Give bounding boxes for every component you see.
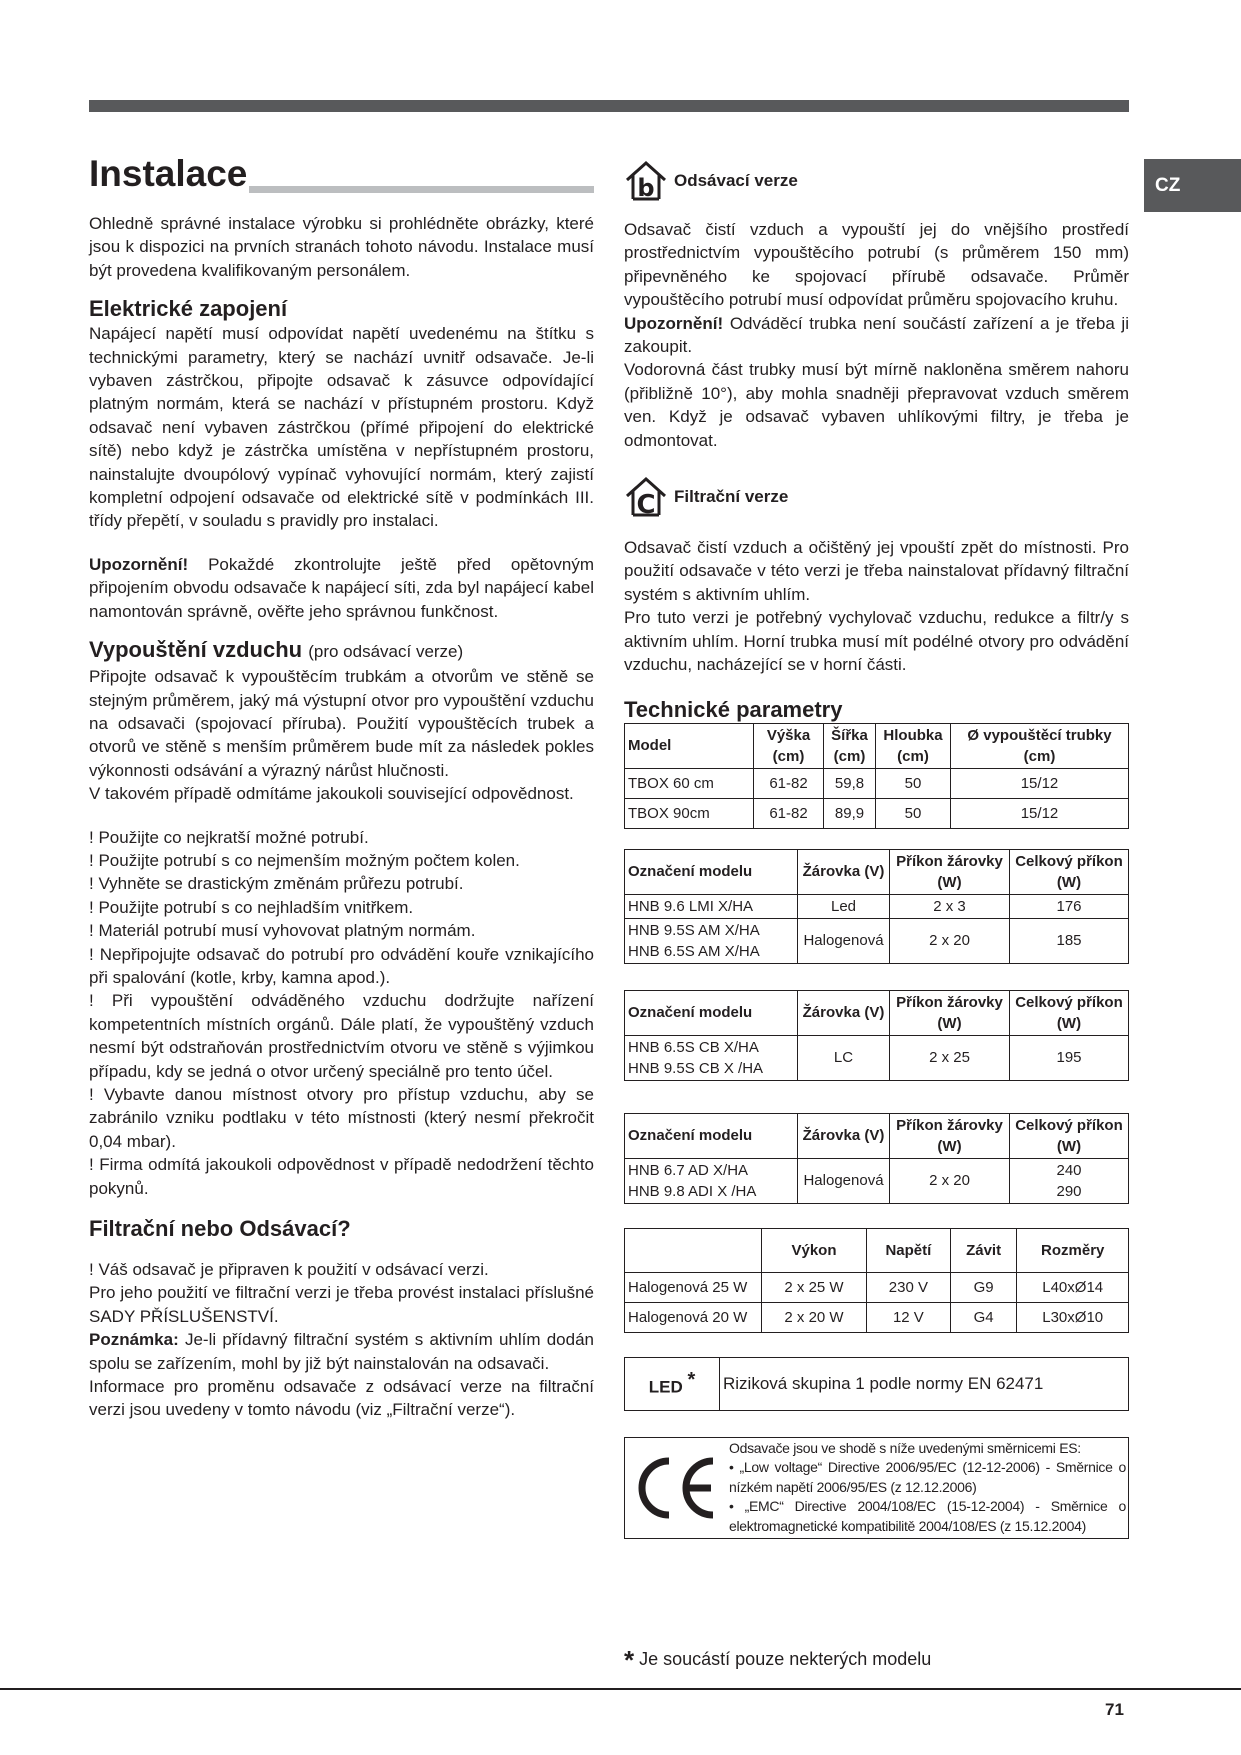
table-cell: 50 xyxy=(876,768,951,798)
technical-heading: Technické parametry xyxy=(624,696,843,722)
table-header: Příkon žárovky (W) xyxy=(890,990,1010,1035)
table-header: Hloubka (cm) xyxy=(876,723,951,768)
table-cell: Led xyxy=(798,894,890,918)
table-cell: 15/12 xyxy=(951,798,1129,828)
exhaust-warning-text: Odváděcí trubka není součástí zařízení a je třeba ji zakoupit. xyxy=(624,313,1129,357)
rule-item: ! Použijte co nejkratší možné potrubí. xyxy=(89,827,369,847)
exhaust-version-icon xyxy=(624,159,668,203)
filter-or-exhaust-heading: Filtrační nebo Odsávací? xyxy=(89,1216,351,1242)
table-cell: 2 x 25 xyxy=(890,1035,1010,1080)
table-row xyxy=(625,918,1129,963)
table-header: Žárovka (V) xyxy=(798,849,890,894)
filter-version-heading: C Filtrační verze xyxy=(624,474,1129,520)
table-row xyxy=(625,894,1129,918)
exhaust-version-heading: b Odsávací verze xyxy=(624,158,1129,204)
table-row xyxy=(625,1272,1129,1302)
table-cell: HNB 6.7 AD X/HA HNB 9.8 ADI X /HA xyxy=(625,1158,798,1203)
ce-conformity-box xyxy=(624,1437,1129,1539)
note-text: Je-li přídavný filtrační systém s aktivním uhlím dodán spolu se zařízením, mohl by již být nainstalován na odsavači. xyxy=(89,1330,594,1373)
table-header: Označení modelu xyxy=(625,1113,798,1158)
table-cell: TBOX 90cm xyxy=(625,798,754,828)
rule-item: ! Vybavte danou místnost otvory pro přístup vzduchu, aby se zabránilo vzniku podtlaku v této místnosti (který nesmí překročit 0,04 mbar). xyxy=(89,1085,594,1151)
rule-item: ! Při vypouštění odváděného vzduchu dodržujte nařízení kompetentních místních orgánů. Dále platí, že vypouštěný vzduch nesmí být odstraňován prostřednictvím otvoru ve stěně s výjimkou případu, kdy se jedná o otvor určený speciálně pro tento účel. xyxy=(89,991,594,1081)
table-header-row xyxy=(625,990,1129,1035)
table-cell: 2 x 20 W xyxy=(762,1302,867,1332)
table-header: Celkový příkon (W) xyxy=(1010,990,1129,1035)
table-cell: 89,9 xyxy=(824,798,876,828)
table-cell: 195 xyxy=(1010,1035,1129,1080)
venting-heading: Vypouštění vzduchu (pro odsávací verze) xyxy=(89,637,464,663)
note-label: Poznámka: xyxy=(89,1330,179,1350)
note-paragraph xyxy=(89,1328,594,1375)
table-header: Závit xyxy=(950,1228,1017,1272)
table-header-row xyxy=(625,1113,1129,1158)
table-header: Celkový příkon (W) xyxy=(1010,849,1129,894)
table-row xyxy=(625,798,1129,828)
table-header: Označení modelu xyxy=(625,849,798,894)
led-risk-text: Riziková skupina 1 podle normy EN 62471 xyxy=(720,1357,1129,1410)
table-cell: HNB 9.5S AM X/HA HNB 6.5S AM X/HA xyxy=(625,918,798,963)
table-header: Výška (cm) xyxy=(754,723,824,768)
table-cell: 2 x 3 xyxy=(890,894,1010,918)
table-row xyxy=(625,768,1129,798)
table-header-row xyxy=(625,723,1129,768)
table-header xyxy=(625,1228,762,1272)
rule-item: ! Nepřipojujte odsavač do potrubí pro odvádění kouře vznikajícího při spalování (kotle, krby, kamna apod.). xyxy=(89,944,594,987)
top-rule xyxy=(89,100,1129,112)
lamp-table-2 xyxy=(624,990,1129,1081)
left-column xyxy=(89,150,594,1422)
rule-item: ! Použijte potrubí s co nejhladším vnitřkem. xyxy=(89,897,414,917)
exhaust-warning-label: Upozornění! xyxy=(624,313,724,333)
dimensions-table xyxy=(624,723,1129,829)
lamp-table-1 xyxy=(624,849,1129,964)
table-cell: HNB 9.6 LMI X/HA xyxy=(625,894,798,918)
language-tab: CZ xyxy=(1144,159,1241,212)
filter-paragraph: ! Váš odsavač je připraven k použití v odsávací verzi. xyxy=(89,1260,489,1280)
table-header: Příkon žárovky (W) xyxy=(890,1113,1010,1158)
filter-paragraph: Pro jeho použití ve filtrační verzi je třeba provést instalaci příslušné SADY PŘÍSLUŠENSTVÍ. xyxy=(89,1283,594,1326)
warning-label: Upozornění! xyxy=(89,554,189,574)
rule-item: ! Vyhněte se drastickým změnám průřezu potrubí. xyxy=(89,874,464,894)
table-cell: 230 V xyxy=(866,1272,950,1302)
svg-text:C: C xyxy=(636,490,656,520)
rules-list xyxy=(89,826,594,1201)
page-number: 71 xyxy=(1105,1700,1124,1719)
rule-item: ! Firma odmítá jakoukoli odpovědnost v případě nedodržení těchto pokynů. xyxy=(89,1155,594,1198)
table-header: Šířka (cm) xyxy=(824,723,876,768)
table-cell: 2 x 20 xyxy=(890,918,1010,963)
filter-text: Odsavač čistí vzduch a očištěný jej vpouští zpět do místnosti. Pro použití odsavače v této verzi je třeba nainstalovat přídavný filtrační systém s aktivním uhlím. xyxy=(624,538,1129,604)
exhaust-text: Odsavač čistí vzduch a vypouští jej do vnějšího prostředí prostřednictvím vypouštěcího potrubí (s průměrem 150 mm) připevněného ke spojovací přírubě odsavače. Průměr vypouštěcího potrubí musí odpovídat průměru spojovacího kruhu. xyxy=(624,220,1129,310)
table-header-row xyxy=(625,849,1129,894)
table-cell: L40xØ14 xyxy=(1017,1272,1129,1302)
rule-item: ! Materiál potrubí musí vyhovovat platným normám. xyxy=(89,921,476,941)
venting-text-2: V takovém případě odmítáme jakoukoli související odpovědnost. xyxy=(89,784,574,804)
bulb-table xyxy=(624,1228,1129,1333)
table-cell: TBOX 60 cm xyxy=(625,768,754,798)
bottom-rule xyxy=(0,1688,1241,1690)
warning-text: Pokaždé zkontrolujte ještě před opětovným připojením obvodu odsavače k napájecí síti, zda byl napájecí kabel namontován správně, ověřte jeho správnou funkčnost. xyxy=(89,554,594,621)
svg-text:b: b xyxy=(637,174,655,202)
table-header: Napětí xyxy=(866,1228,950,1272)
electrical-heading: Elektrické zapojení xyxy=(89,296,288,322)
table-cell: 2 x 25 W xyxy=(762,1272,867,1302)
table-header: Žárovka (V) xyxy=(798,1113,890,1158)
ce-directives-text: Odsavače jsou ve shodě s níže uvedenými směrnicemi ES: • „Low voltage“ Directive 2006/95/EC (12-12-2006) - Směrnice o nízkém napětí 2006/95/ES (z 12.12.2006) • „EMC“ Directive 2004/108/EC (15-12-2004) - Směrnice o elektromagnetické kompatibilitě 2004/108/ES (z 15.12.2004) xyxy=(729,1439,1126,1534)
table-cell: 240 290 xyxy=(1010,1158,1129,1203)
table-cell: 15/12 xyxy=(951,768,1129,798)
page-title: Instalace xyxy=(89,150,594,198)
table-header: Výkon xyxy=(762,1228,867,1272)
title-underline xyxy=(249,186,594,193)
table-cell: HNB 6.5S CB X/HA HNB 9.5S CB X /HA xyxy=(625,1035,798,1080)
venting-subheading: (pro odsávací verze) xyxy=(308,642,464,662)
table-row xyxy=(625,1158,1129,1203)
table-cell: 61-82 xyxy=(754,798,824,828)
table-cell: 12 V xyxy=(866,1302,950,1332)
table-cell: 176 xyxy=(1010,894,1129,918)
filter-paragraph: Informace pro proměnu odsavače z odsávací verze na filtrační verzi jsou uvedeny v tomto návodu (viz „Filtrační verze“). xyxy=(89,1377,594,1420)
right-column xyxy=(624,158,1129,1539)
table-cell: 59,8 xyxy=(824,768,876,798)
table-row xyxy=(625,1302,1129,1332)
table-row xyxy=(625,1035,1129,1080)
led-table xyxy=(624,1357,1129,1411)
led-label: LED * xyxy=(625,1357,720,1410)
electrical-warning xyxy=(89,553,594,623)
table-header: Ø vypouštěcí trubky (cm) xyxy=(951,723,1129,768)
electrical-text: Napájecí napětí musí odpovídat napětí uvedenému na štítku s technickými parametry, který se nachází uvnitř odsavače. Je-li vybaven zástrčkou, připojte odsavač k zásuvce odpovídající platným normám, která se nachází v přístupném prostoru. Když odsavač není vybaven zástrčkou (přímé připojení do elektrické sítě) nebo když je zástrčka umístěna v nepřístupném prostoru, nainstalujte dvoupólový vypínač vyhovující normám, který zajistí kompletní odpojení odsavače od elektrické sítě v podmínkách III. třídy přepětí, v souladu s pravidly pro instalaci. xyxy=(89,324,594,531)
rule-item: ! Použijte potrubí s co nejmenším možným počtem kolen. xyxy=(89,850,520,870)
table-cell: Halogenová 20 W xyxy=(625,1302,762,1332)
intro-text: Ohledně správné instalace výrobku si prohlédněte obrázky, které jsou k dispozici na prvních stranách tohoto návodu. Instalace musí být provedena kvalifikovaným personálem. xyxy=(89,214,594,280)
table-cell: 50 xyxy=(876,798,951,828)
table-cell: 185 xyxy=(1010,918,1129,963)
footnote: * Je soucástí pouze nekterých modelu xyxy=(624,1645,932,1675)
table-row xyxy=(625,1357,1129,1410)
filter-version-icon xyxy=(624,475,668,519)
table-header-row xyxy=(625,1228,1129,1272)
venting-text: Připojte odsavač k vypouštěcím trubkám a otvorům ve stěně se stejným průměrem, jaký má výstupní otvor pro vypouštění vzduchu na odsavači (spojovací příruba). Použití vypouštěcích trubek a otvorů ve stěně s menším průměrem bude mít za následek pokles výkonnosti odsávání a výrazný nárůst hlučnosti. xyxy=(89,667,594,780)
filter-text-2: Pro tuto verzi je potřebný vychylovač vzduchu, redukce a filtr/y s aktivním uhlím. Horní trubka musí mít podélné otvory pro odvádění vzduchu, nacházející se v horní části. xyxy=(624,608,1129,675)
table-cell: 61-82 xyxy=(754,768,824,798)
table-header: Označení modelu xyxy=(625,990,798,1035)
table-header: Celkový příkon (W) xyxy=(1010,1113,1129,1158)
table-header: Rozměry xyxy=(1017,1228,1129,1272)
table-cell: LC xyxy=(798,1035,890,1080)
table-cell: G4 xyxy=(950,1302,1017,1332)
table-cell: Halogenová xyxy=(798,918,890,963)
table-header: Žárovka (V) xyxy=(798,990,890,1035)
table-cell: 2 x 20 xyxy=(890,1158,1010,1203)
lamp-table-3 xyxy=(624,1113,1129,1204)
ce-mark-icon xyxy=(625,1438,727,1538)
table-cell: G9 xyxy=(950,1272,1017,1302)
table-cell: Halogenová 25 W xyxy=(625,1272,762,1302)
table-cell: L30xØ10 xyxy=(1017,1302,1129,1332)
table-cell: Halogenová xyxy=(798,1158,890,1203)
table-header: Příkon žárovky (W) xyxy=(890,849,1010,894)
exhaust-warning xyxy=(624,312,1129,359)
exhaust-text-2: Vodorovná část trubky musí být mírně nakloněna směrem nahoru (přibližně 10°), aby mohla snadněji přepravovat vzduch směrem ven. Když je odsavač vybaven uhlíkovými filtry, je třeba je odmontovat. xyxy=(624,360,1129,450)
table-header: Model xyxy=(625,723,754,768)
